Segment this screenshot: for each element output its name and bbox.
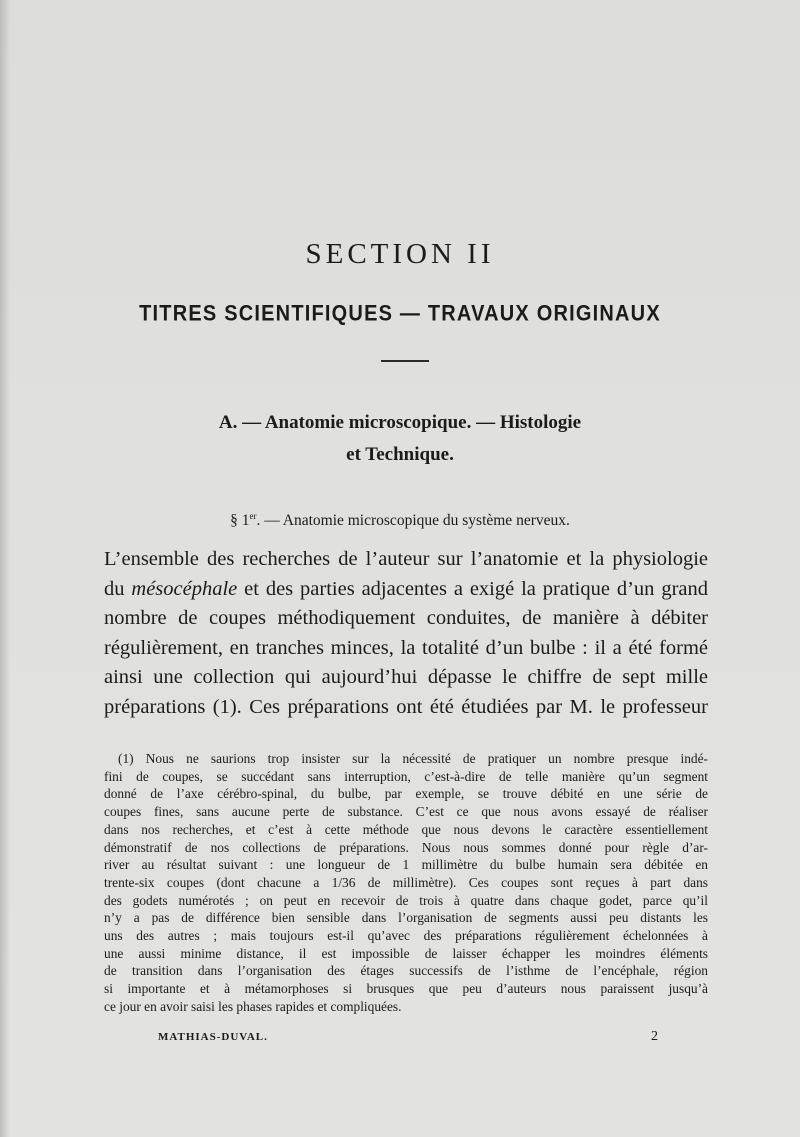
paragraph-title-text: . — Anatomie microscopique du système nerveux. bbox=[256, 512, 570, 530]
body-paragraph bbox=[104, 545, 708, 723]
subheading-line-2: et Technique. bbox=[346, 444, 454, 465]
footnote-line: une aussi minime distance, il est impossible de laisser échapper les moindres éléments bbox=[104, 945, 708, 961]
body-line-end: et des parties adjacentes a exigé la pratique d’un grand bbox=[237, 577, 708, 600]
body-line: L’ensemble des recherches de l’auteur sur l’anatomie et la physiologie bbox=[104, 548, 708, 570]
page-number: 2 bbox=[651, 1029, 658, 1044]
footnote-line: dans nos recherches, et c’est à cette méthode que nous devons le caractère essentiellement bbox=[104, 821, 708, 837]
footnote-line: trente-six coupes (dont chacune a 1/36 de millimètre). Ces coupes sont reçues à part dans bbox=[104, 874, 708, 890]
footnote-line: ce jour en avoir saisi les phases rapides et compliquées. bbox=[104, 998, 402, 1014]
body-line bbox=[104, 575, 708, 605]
paragraph-title bbox=[0, 511, 800, 530]
subheading-line-1: A. — Anatomie microscopique. — Histologie bbox=[218, 412, 582, 433]
footnote-line: si importante et à métamorphoses si brusques que peu d’auteurs nous paraissent jusqu’à bbox=[104, 981, 708, 997]
footnote-line: uns des autres ; mais toujours est-il qu’avec des préparations régulièrement échelonnées à bbox=[104, 928, 708, 944]
author-signature: MATHIAS-DUVAL. bbox=[158, 1031, 268, 1043]
footnote-line: n’y a pas de différence bien sensible dans l’organisation de segments aussi peu distants les bbox=[104, 910, 708, 926]
body-line: ainsi une collection qui aujourd’hui dépasse le chiffre de sept mille bbox=[104, 666, 708, 689]
footnote bbox=[104, 750, 708, 1016]
body-line: régulièrement, en tranches minces, la totalité d’un bulbe : il a été formé bbox=[104, 636, 708, 659]
main-title: TITRES SCIENTIFIQUES — TRAVAUX ORIGINAUX bbox=[139, 301, 661, 327]
footnote-line: de transition dans l’organisation des étages successifs de l’isthme de l’encéphale, région bbox=[104, 963, 708, 979]
body-italic-term: mésocéphale bbox=[131, 577, 238, 600]
footnote-line: coupes fines, sans aucune perte de substance. C’est ce que nous avons essayé de réaliser bbox=[104, 804, 708, 820]
footnote-line: donné de l’axe cérébro-spinal, du bulbe, par exemple, se trouve débité en une série de bbox=[104, 786, 708, 802]
section-heading: SECTION II bbox=[305, 238, 495, 270]
footnote-line: des godets numérotés ; on peut en recevoir de trois à quatre dans chaque godet, parce qu’il bbox=[104, 892, 708, 908]
footnote-line: démonstratif de nos collections de préparations. Nous nous sommes donné pour règle d’ar- bbox=[104, 839, 708, 855]
body-line: préparations (1). Ces préparations ont été étudiées par M. le professeur bbox=[104, 695, 708, 718]
body-line: nombre de coupes méthodiquement conduites, de manière à débiter bbox=[104, 607, 708, 630]
paragraph-title-superscript: er bbox=[249, 511, 257, 521]
page-footer bbox=[158, 1031, 658, 1051]
footnote-line: (1) Nous ne saurions trop insister sur la nécessité de pratiquer un nombre presque indé- bbox=[118, 751, 708, 766]
footnote-line: fini de coupes, se succédant sans interruption, c’est-à-dire de telle manière qu’un segment bbox=[104, 768, 708, 784]
paragraph-title-prefix: § 1 bbox=[230, 512, 250, 530]
divider-rule bbox=[381, 360, 429, 362]
body-line-start: du bbox=[104, 577, 132, 600]
footnote-line: river au résultat suivant : une longueur de 1 millimètre du bulbe humain sera débitée en bbox=[104, 857, 708, 873]
